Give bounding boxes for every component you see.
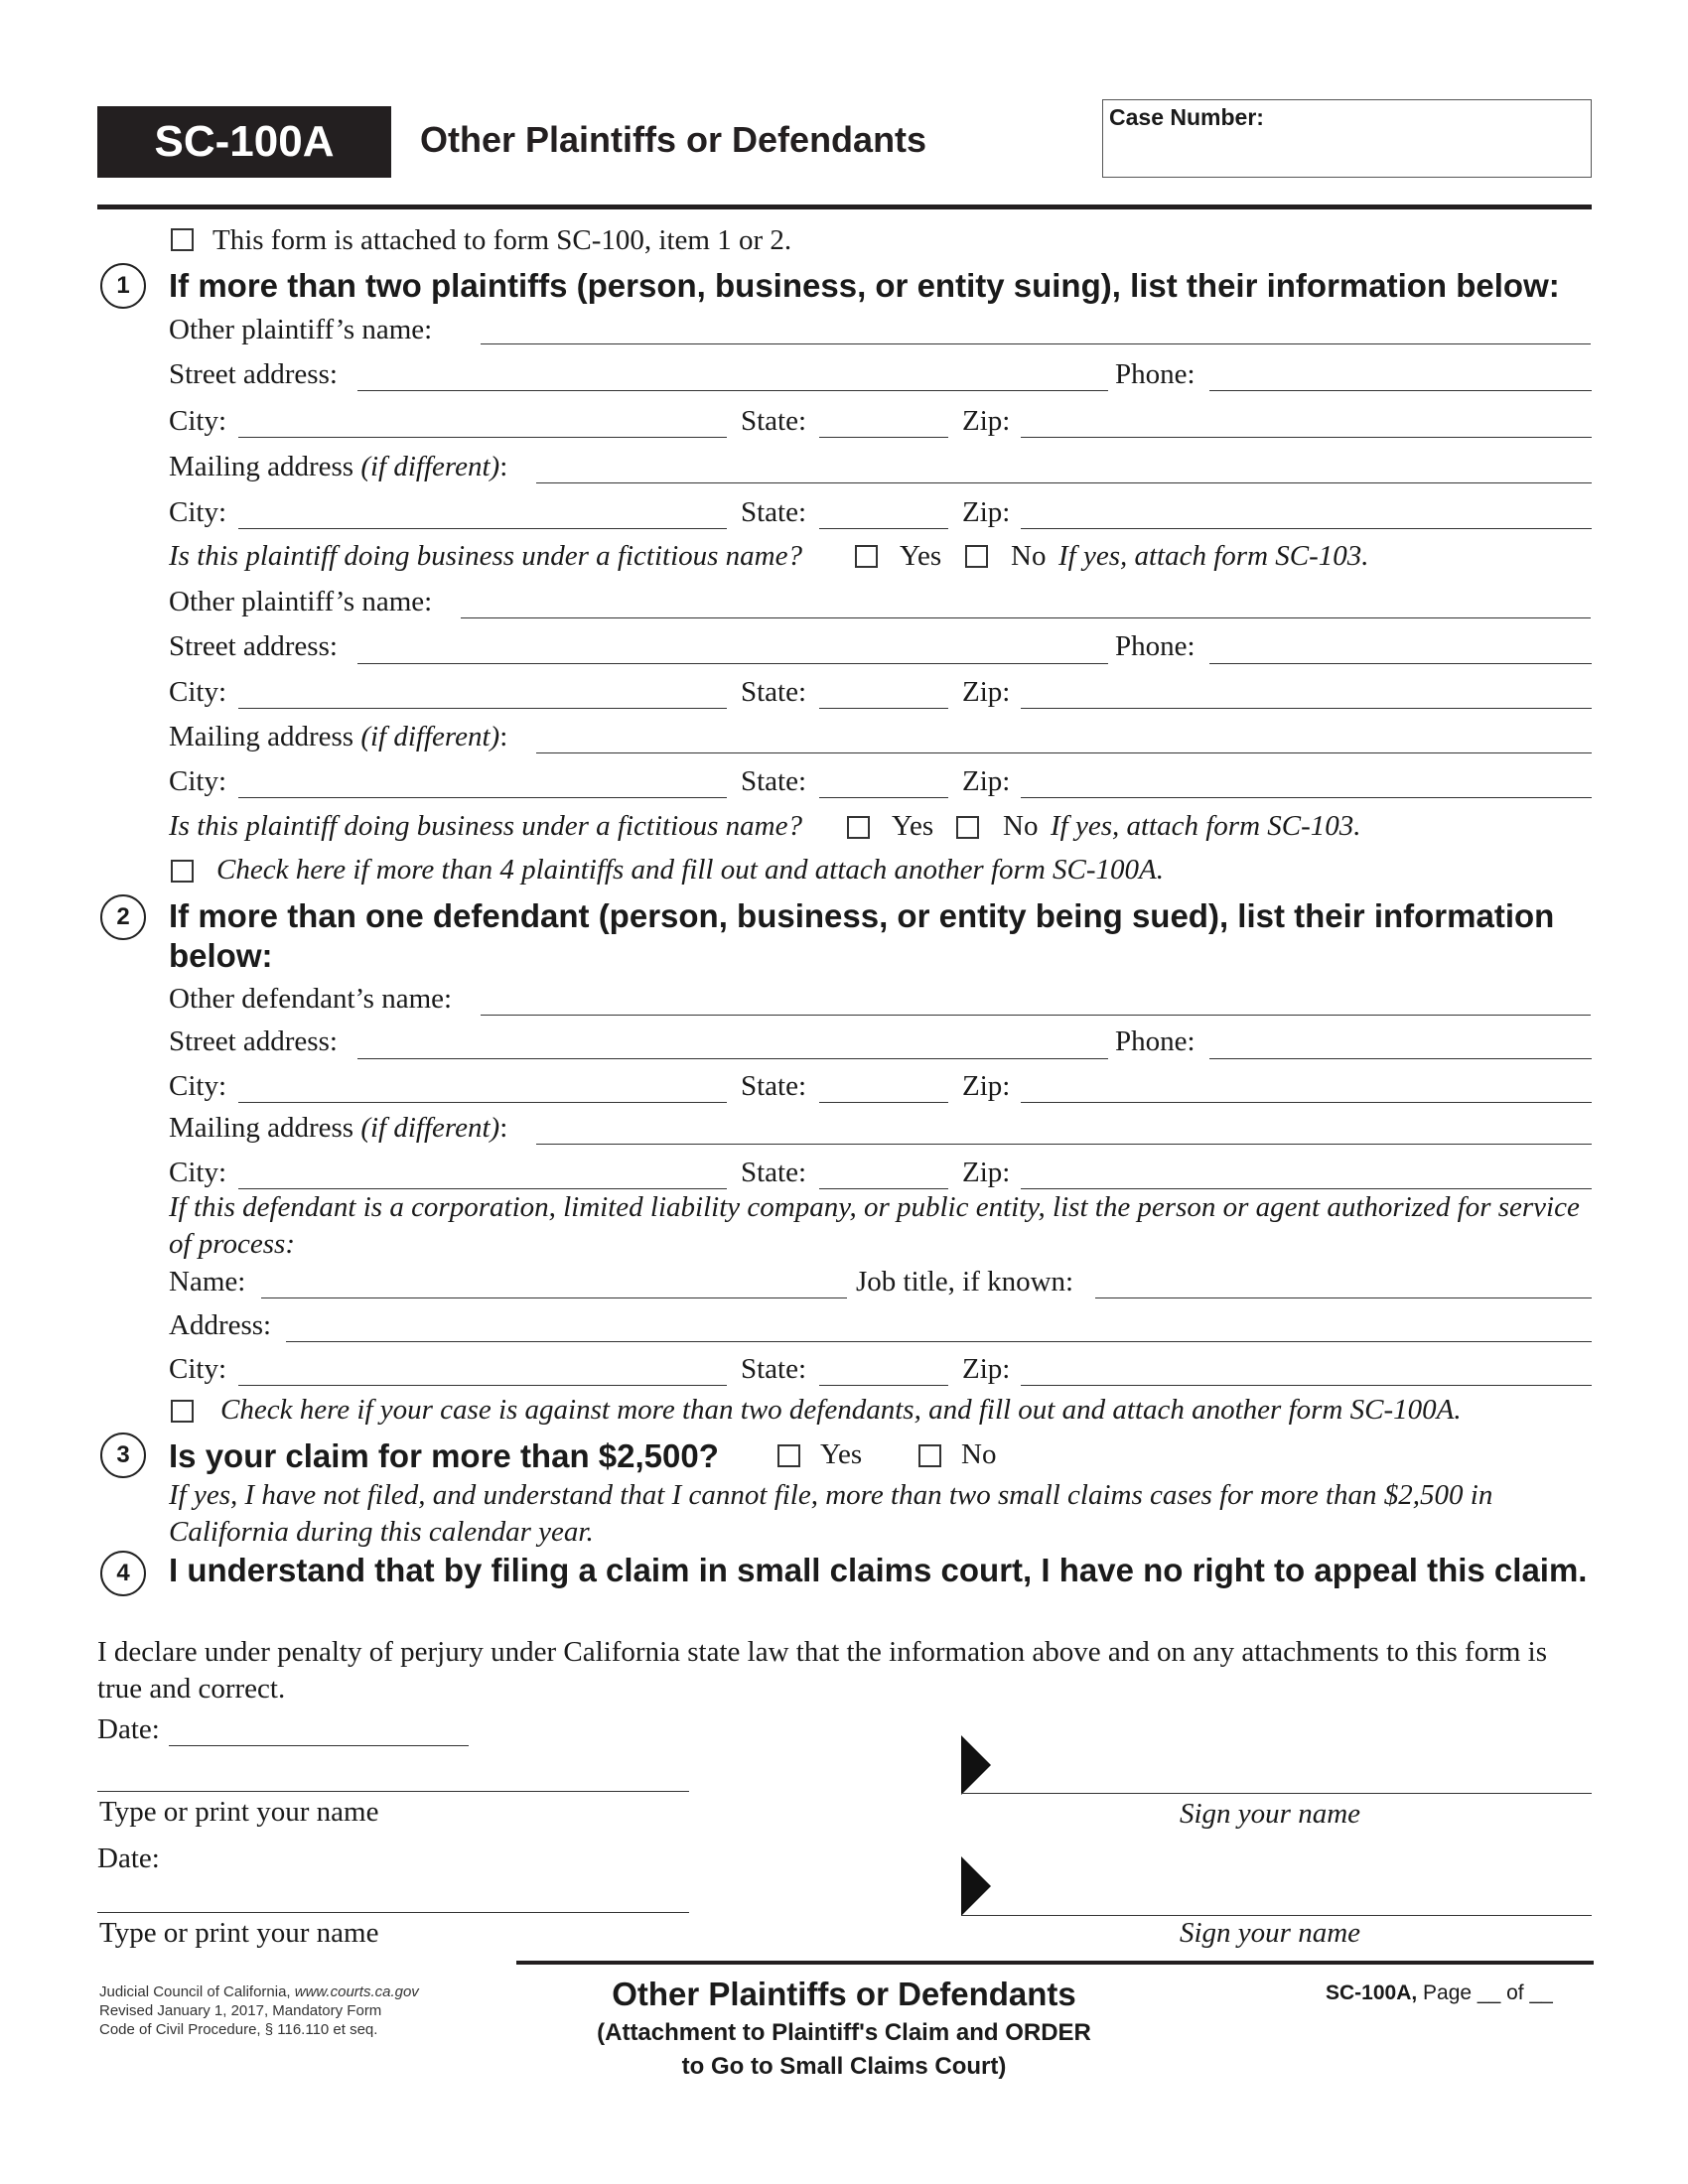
plaintiff-1-zip-label: Zip:	[962, 405, 1011, 437]
print-name-1-field[interactable]	[97, 1791, 689, 1792]
plaintiff-2-mailing-field[interactable]	[536, 752, 1592, 753]
defendant-street-field[interactable]	[357, 1058, 1108, 1059]
plaintiff-2-fictitious-no-checkbox[interactable]	[956, 816, 979, 839]
defendant-mailing-field[interactable]	[536, 1144, 1592, 1145]
claim-over-2500-no-checkbox[interactable]	[918, 1444, 941, 1467]
plaintiff-2-no-label: No	[1003, 810, 1039, 842]
plaintiff-2-yes-label: Yes	[892, 810, 934, 842]
sign-name-1-label: Sign your name	[1180, 1798, 1361, 1830]
defendant-mail-state-label: State:	[741, 1157, 807, 1188]
defendant-mail-zip-label: Zip:	[962, 1157, 1011, 1188]
agent-name-label: Name:	[169, 1266, 246, 1297]
case-number-label: Case Number:	[1109, 104, 1264, 130]
plaintiff-2-phone-field[interactable]	[1209, 663, 1592, 664]
declaration: I declare under penalty of perjury under California state law that the information above and on any attachments to this form is true and correct.	[97, 1636, 1547, 1705]
defendant-name-field[interactable]	[481, 1015, 1591, 1016]
plaintiff-2-zip-field[interactable]	[1021, 708, 1592, 709]
footer-subtitle-1: (Attachment to Plaintiff's Claim and ORDER	[597, 2019, 1091, 2046]
plaintiff-2-mail-city-label: City:	[169, 765, 227, 797]
form-code-badge: SC-100A	[97, 106, 391, 178]
header-rule	[97, 205, 1592, 209]
plaintiff-1-street-label: Street address:	[169, 358, 338, 390]
agent-name-field[interactable]	[261, 1297, 847, 1298]
agent-job-title-label: Job title, if known:	[856, 1266, 1074, 1297]
defendant-city-label: City:	[169, 1070, 227, 1102]
section-4-number: 4	[100, 1551, 146, 1596]
plaintiff-2-fictitious-yes-checkbox[interactable]	[847, 816, 870, 839]
plaintiff-1-mail-city-field[interactable]	[238, 528, 727, 529]
plaintiff-2-mailing-label: Mailing address (if different):	[169, 721, 508, 752]
plaintiff-1-mailing-field[interactable]	[536, 482, 1592, 483]
plaintiff-1-fictitious-note: If yes, attach form SC-103.	[1058, 540, 1369, 572]
signature-1-field[interactable]	[961, 1793, 1592, 1794]
print-name-2-field[interactable]	[97, 1912, 689, 1913]
plaintiff-1-mail-state-label: State:	[741, 496, 807, 528]
plaintiff-2-mail-zip-label: Zip:	[962, 765, 1011, 797]
attached-note: This form is attached to form SC-100, item 1 or 2.	[212, 224, 792, 256]
plaintiff-2-state-field[interactable]	[819, 708, 948, 709]
footer-subtitle-2: to Go to Small Claims Court)	[681, 2053, 1007, 2080]
form-title: Other Plaintiffs or Defendants	[420, 119, 927, 160]
plaintiff-1-phone-label: Phone:	[1115, 358, 1196, 390]
attached-checkbox[interactable]	[171, 228, 194, 251]
plaintiff-1-mail-state-field[interactable]	[819, 528, 948, 529]
plaintiff-1-mail-city-label: City:	[169, 496, 227, 528]
signature-2-field[interactable]	[961, 1915, 1592, 1916]
plaintiff-2-mail-zip-field[interactable]	[1021, 797, 1592, 798]
section-3-number: 3	[100, 1433, 146, 1478]
plaintiff-1-no-label: No	[1011, 540, 1047, 572]
plaintiff-1-yes-label: Yes	[900, 540, 942, 572]
plaintiff-1-mail-zip-label: Zip:	[962, 496, 1011, 528]
claim-over-2500-yes-checkbox[interactable]	[777, 1444, 800, 1467]
plaintiff-1-city-label: City:	[169, 405, 227, 437]
agent-zip-field[interactable]	[1021, 1385, 1592, 1386]
plaintiff-2-phone-label: Phone:	[1115, 630, 1196, 662]
defendant-street-label: Street address:	[169, 1025, 338, 1057]
plaintiff-2-street-field[interactable]	[357, 663, 1108, 664]
plaintiff-2-fictitious-question: Is this plaintiff doing business under a fictitious name?	[169, 810, 802, 842]
plaintiff-1-name-label: Other plaintiff’s name:	[169, 314, 433, 345]
agent-zip-label: Zip:	[962, 1353, 1011, 1385]
plaintiff-1-state-field[interactable]	[819, 437, 948, 438]
agent-city-field[interactable]	[238, 1385, 727, 1386]
date-1-label: Date:	[97, 1713, 160, 1745]
defendant-phone-field[interactable]	[1209, 1058, 1592, 1059]
section-3-heading: Is your claim for more than $2,500?	[169, 1437, 719, 1474]
agent-state-label: State:	[741, 1353, 807, 1385]
print-name-2-label: Type or print your name	[99, 1917, 379, 1949]
agent-note: If this defendant is a corporation, limited liability company, or public entity, list the person or agent authorized for service of process:	[169, 1191, 1580, 1260]
footer-council: Judicial Council of California, www.courts.ca.gov	[99, 1983, 419, 2000]
plaintiff-2-city-field[interactable]	[238, 708, 727, 709]
section-1-number: 1	[100, 263, 146, 309]
plaintiff-2-state-label: State:	[741, 676, 807, 708]
plaintiff-1-state-label: State:	[741, 405, 807, 437]
plaintiff-1-mail-zip-field[interactable]	[1021, 528, 1592, 529]
plaintiff-1-phone-field[interactable]	[1209, 390, 1592, 391]
defendant-zip-field[interactable]	[1021, 1102, 1592, 1103]
claim-note: If yes, I have not filed, and understand that I cannot file, more than two small claims cases for more than $2,500 in California during this calendar year.	[169, 1479, 1493, 1548]
plaintiff-2-street-label: Street address:	[169, 630, 338, 662]
more-defendants-note: Check here if your case is against more than two defendants, and fill out and attach another form SC-100A.	[220, 1394, 1462, 1426]
defendant-state-field[interactable]	[819, 1102, 948, 1103]
plaintiff-1-fictitious-no-checkbox[interactable]	[965, 545, 988, 568]
plaintiff-2-mail-city-field[interactable]	[238, 797, 727, 798]
plaintiff-2-name-field[interactable]	[461, 617, 1591, 618]
section-2-number: 2	[100, 894, 146, 940]
plaintiff-2-mail-state-field[interactable]	[819, 797, 948, 798]
plaintiff-1-fictitious-yes-checkbox[interactable]	[855, 545, 878, 568]
case-number-box[interactable]	[1102, 99, 1592, 178]
plaintiff-2-city-label: City:	[169, 676, 227, 708]
agent-state-field[interactable]	[819, 1385, 948, 1386]
footer-revised: Revised January 1, 2017, Mandatory Form	[99, 2002, 382, 2019]
footer-code: Code of Civil Procedure, § 116.110 et seq.	[99, 2021, 378, 2038]
sign-name-2-label: Sign your name	[1180, 1917, 1361, 1949]
defendant-mailing-label: Mailing address (if different):	[169, 1112, 508, 1144]
agent-city-label: City:	[169, 1353, 227, 1385]
date-1-field[interactable]	[169, 1745, 469, 1746]
footer-page-info: SC-100A, Page __ of __	[1326, 1981, 1553, 2004]
more-defendants-checkbox[interactable]	[171, 1400, 194, 1423]
print-name-1-label: Type or print your name	[99, 1796, 379, 1828]
plaintiff-1-name-field[interactable]	[481, 343, 1591, 344]
defendant-city-field[interactable]	[238, 1102, 727, 1103]
plaintiff-2-zip-label: Zip:	[962, 676, 1011, 708]
more-plaintiffs-note: Check here if more than 4 plaintiffs and fill out and attach another form SC-100A.	[216, 854, 1164, 886]
plaintiff-2-mail-state-label: State:	[741, 765, 807, 797]
agent-job-title-field[interactable]	[1095, 1297, 1592, 1298]
plaintiff-2-name-label: Other plaintiff’s name:	[169, 586, 433, 617]
defendant-mail-city-label: City:	[169, 1157, 227, 1188]
plaintiff-1-street-field[interactable]	[357, 390, 1108, 391]
defendant-state-label: State:	[741, 1070, 807, 1102]
plaintiff-1-zip-field[interactable]	[1021, 437, 1592, 438]
defendant-name-label: Other defendant’s name:	[169, 983, 453, 1015]
plaintiff-1-mailing-label: Mailing address (if different):	[169, 451, 508, 482]
section-4-heading: I understand that by filing a claim in small claims court, I have no right to appeal this claim.	[169, 1552, 1588, 1588]
defendant-zip-label: Zip:	[962, 1070, 1011, 1102]
plaintiff-1-city-field[interactable]	[238, 437, 727, 438]
footer-title: Other Plaintiffs or Defendants	[612, 1976, 1076, 2012]
plaintiff-1-fictitious-question: Is this plaintiff doing business under a fictitious name?	[169, 540, 802, 572]
claim-no-label: No	[961, 1438, 997, 1470]
section-1-heading: If more than two plaintiffs (person, business, or entity suing), list their information below:	[169, 267, 1560, 304]
agent-address-label: Address:	[169, 1309, 272, 1341]
footer-rule	[516, 1961, 1594, 1965]
more-plaintiffs-checkbox[interactable]	[171, 860, 194, 883]
section-2-heading: If more than one defendant (person, business, or entity being sued), list their information below:	[169, 897, 1555, 974]
plaintiff-2-fictitious-note: If yes, attach form SC-103.	[1051, 810, 1361, 842]
sign-here-2-arrow-icon	[961, 1856, 991, 1916]
agent-address-field[interactable]	[286, 1341, 1592, 1342]
claim-yes-label: Yes	[820, 1438, 863, 1470]
date-2-label: Date:	[97, 1843, 160, 1874]
sign-here-1-arrow-icon	[961, 1735, 991, 1795]
defendant-phone-label: Phone:	[1115, 1025, 1196, 1057]
